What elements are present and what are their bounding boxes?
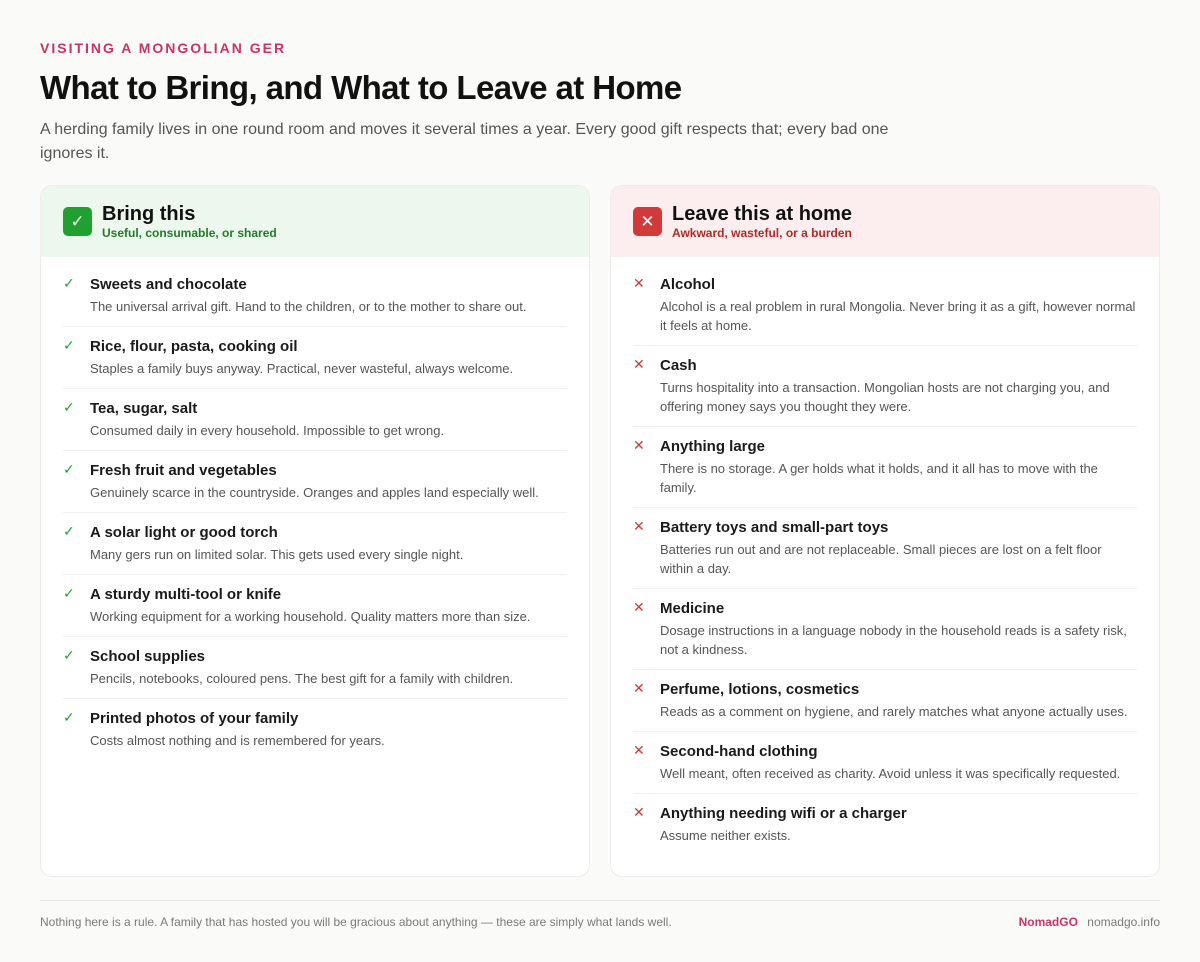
bring-list: [41, 257, 589, 760]
check-icon: ✓: [63, 524, 75, 540]
list-item: [63, 265, 567, 327]
cross-icon: ✕: [633, 743, 645, 759]
item-description: Batteries run out and are not replaceable. Small pieces are lost on a felt floor within a day.: [660, 542, 1102, 576]
bring-header: [41, 186, 589, 257]
list-item: [63, 699, 567, 760]
item-title: Cash: [660, 357, 697, 374]
list-item: [633, 508, 1137, 589]
columns: [40, 185, 1160, 877]
cross-icon: ✕: [633, 276, 645, 292]
cross-icon: ✕: [633, 805, 645, 821]
list-item: [63, 513, 567, 575]
list-item: [63, 389, 567, 451]
page: [40, 40, 1160, 843]
list-item: [633, 670, 1137, 732]
item-description: Alcohol is a real problem in rural Mongolia. Never bring it as a gift, however normal it feels at home.: [660, 299, 1136, 333]
footer: [40, 900, 1160, 929]
cross-icon: ✕: [633, 600, 645, 616]
list-item: [633, 346, 1137, 427]
item-description: Dosage instructions in a language nobody in the household reads is a safety risk, not a kindness.: [660, 623, 1127, 657]
item-description: Consumed daily in every household. Impossible to get wrong.: [90, 423, 445, 438]
list-item: [633, 427, 1137, 508]
list-item: [63, 327, 567, 389]
check-icon: ✓: [63, 276, 75, 292]
item-description: There is no storage. A ger holds what it holds, and it all has to move with the family.: [660, 461, 1098, 495]
item-title: Battery toys and small-part toys: [660, 519, 889, 536]
item-title: Anything large: [660, 438, 766, 455]
leave-title: Leave this at home: [672, 203, 853, 225]
item-title: A solar light or good torch: [90, 524, 278, 541]
item-description: Genuinely scarce in the countryside. Oranges and apples land especially well.: [90, 485, 539, 500]
eyebrow: VISITING A MONGOLIAN GER: [40, 40, 287, 56]
list-item: [63, 451, 567, 513]
check-icon: ✓: [63, 710, 75, 726]
footer-brand-block: [1019, 915, 1160, 929]
item-title: A sturdy multi-tool or knife: [90, 586, 282, 603]
cross-icon: ✕: [633, 357, 645, 373]
bring-card: [40, 185, 590, 877]
item-title: Perfume, lotions, cosmetics: [660, 681, 860, 698]
check-icon: ✓: [63, 207, 92, 236]
item-description: Working equipment for a working household. Quality matters more than size.: [90, 609, 531, 624]
item-description: Many gers run on limited solar. This gets used every single night.: [90, 547, 464, 562]
item-description: Assume neither exists.: [660, 828, 791, 843]
check-icon: ✓: [63, 648, 75, 664]
check-icon: ✓: [63, 462, 75, 478]
cross-icon: ✕: [633, 438, 645, 454]
item-description: The universal arrival gift. Hand to the children, or to the mother to share out.: [90, 299, 527, 314]
item-description: Pencils, notebooks, coloured pens. The best gift for a family with children.: [90, 671, 514, 686]
page-subtitle: A herding family lives in one round room and moves it several times a year. Every good gift respects that; every bad one ignores it.: [40, 121, 889, 162]
item-title: Anything needing wifi or a charger: [660, 805, 907, 822]
page-title: What to Bring, and What to Leave at Home: [40, 69, 682, 106]
item-description: Costs almost nothing and is remembered for years.: [90, 733, 385, 748]
item-title: Tea, sugar, salt: [90, 400, 198, 417]
brand-name: NomadGO: [1018, 915, 1078, 929]
footer-note: Nothing here is a rule. A family that has hosted you will be gracious about anything — these are simply what lands well.: [40, 915, 672, 929]
item-title: Rice, flour, pasta, cooking oil: [90, 338, 298, 355]
bring-title: Bring this: [102, 203, 196, 225]
bring-subtitle: Useful, consumable, or shared: [102, 226, 277, 240]
item-title: Medicine: [660, 600, 725, 617]
item-title: Second-hand clothing: [660, 743, 818, 760]
list-item: [633, 732, 1137, 794]
cross-icon: ✕: [633, 519, 645, 535]
item-title: Alcohol: [660, 276, 715, 293]
check-icon: ✓: [63, 338, 75, 354]
item-description: Reads as a comment on hygiene, and rarely matches what anyone actually uses.: [660, 704, 1128, 719]
leave-subtitle: Awkward, wasteful, or a burden: [672, 226, 852, 240]
leave-card: [610, 185, 1160, 877]
leave-header: [611, 186, 1159, 257]
list-item: [63, 575, 567, 637]
item-description: Well meant, often received as charity. Avoid unless it was specifically requested.: [660, 766, 1121, 781]
list-item: [633, 589, 1137, 670]
item-title: Fresh fruit and vegetables: [90, 462, 277, 479]
check-icon: ✓: [63, 586, 75, 602]
leave-list: [611, 257, 1159, 855]
cross-icon: ✕: [633, 681, 645, 697]
check-icon: ✓: [63, 400, 75, 416]
brand-site: nomadgo.info: [1087, 915, 1160, 929]
item-description: Staples a family buys anyway. Practical, never wasteful, always welcome.: [90, 361, 514, 376]
list-item: [633, 794, 1137, 855]
item-title: Printed photos of your family: [90, 710, 299, 727]
item-description: Turns hospitality into a transaction. Mongolian hosts are not charging you, and offering money says you thought they were.: [660, 380, 1110, 414]
item-title: Sweets and chocolate: [90, 276, 247, 293]
list-item: [63, 637, 567, 699]
list-item: [633, 265, 1137, 346]
cross-icon: ✕: [633, 207, 662, 236]
item-title: School supplies: [90, 648, 206, 665]
